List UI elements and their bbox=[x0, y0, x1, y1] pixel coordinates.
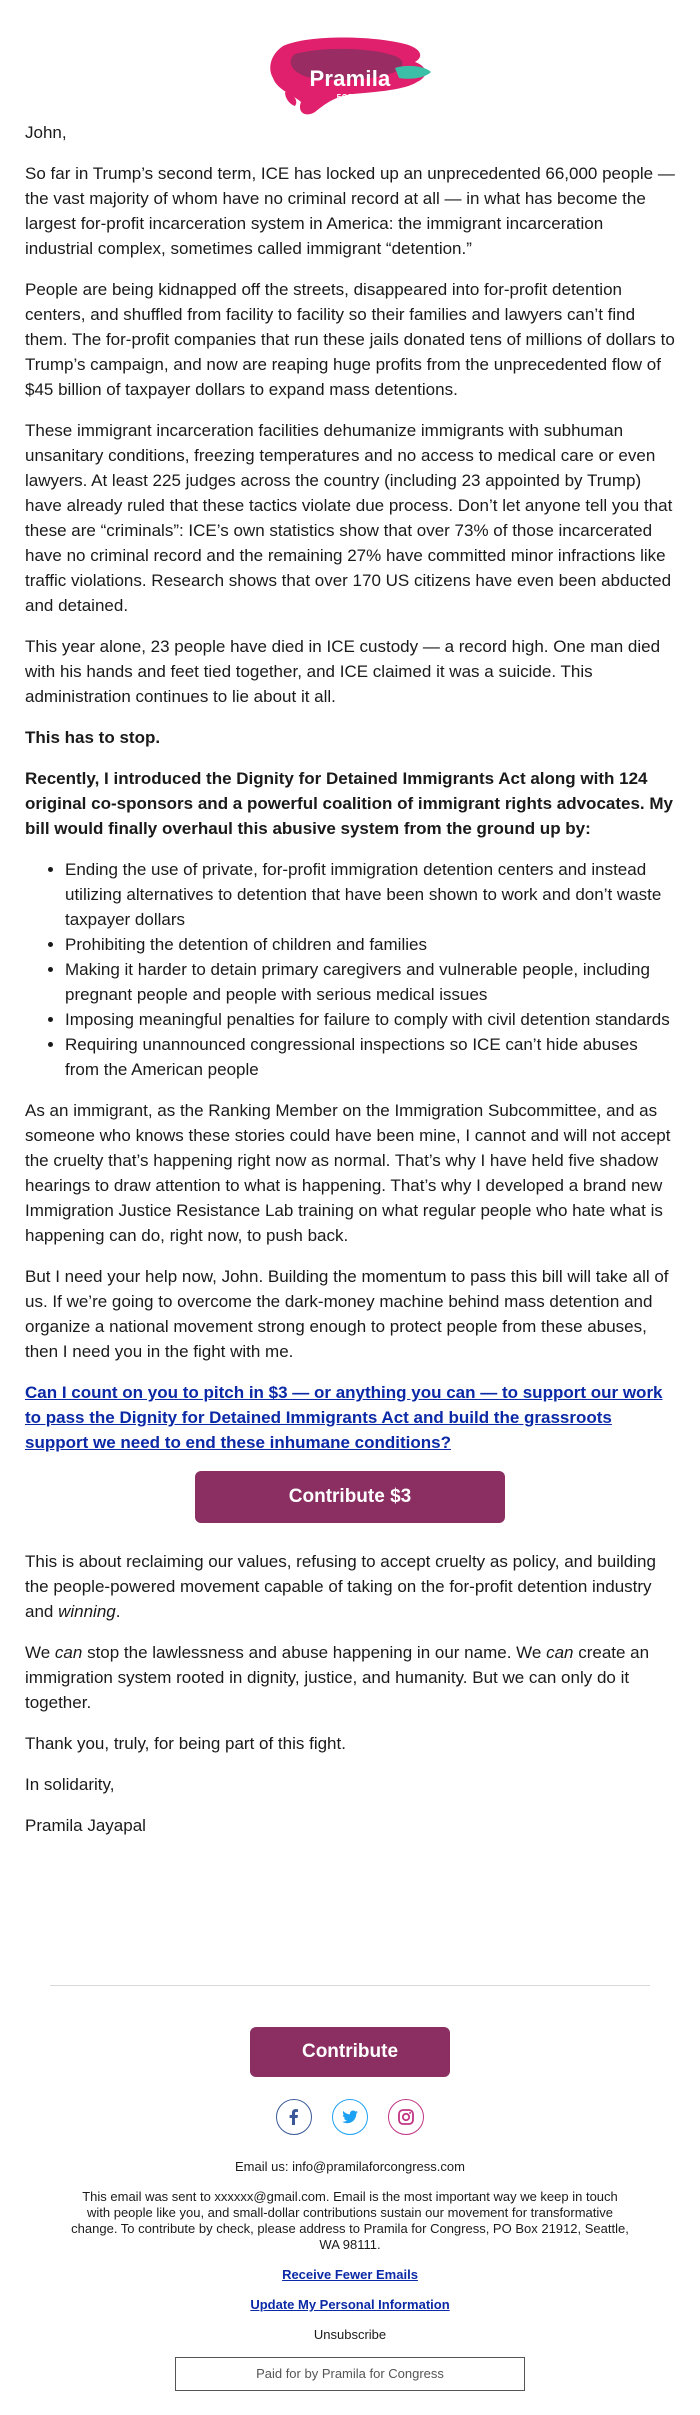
paragraph-thanks: Thank you, truly, for being part of this fight. bbox=[25, 1734, 346, 1753]
paragraph-ice-detention: So far in Trump’s second term, ICE has locked up an unprecedented 66,000 people — the vast majority of whom have no criminal record at all — in what has become the largest for-profit incarceration system in America: the immigrant incarceration industrial complex, sometimes called immigrant “detention.” bbox=[25, 164, 675, 258]
footer-divider bbox=[50, 1985, 650, 1986]
facebook-icon[interactable] bbox=[276, 2099, 312, 2135]
contact-email: Email us: info@pramilaforcongress.com bbox=[235, 2159, 465, 2174]
we-can-emphasis-2: can bbox=[546, 1643, 574, 1662]
list-item: • Ending the use of private, for-profit immigration detention centers and instead utilizing alternatives to detention that have been shown to work and don’t waste taxpayer dollars bbox=[65, 857, 675, 932]
paragraph-we-can bbox=[25, 1640, 675, 1715]
reclaim-period: . bbox=[115, 1602, 121, 1621]
paragraph-need-help: But I need your help now, John. Building the momentum to pass this bill will take all of us. If we’re going to overcome the dark-money machine behind mass detention and organize a national movement strong enough to protect people from these abuses, then I need you in the fight with me. bbox=[25, 1267, 669, 1361]
we-can-text-1: We bbox=[25, 1643, 55, 1662]
reclaim-emphasis: winning bbox=[58, 1602, 116, 1621]
list-item: • Prohibiting the detention of children and families bbox=[65, 932, 675, 957]
paragraph-conditions: These immigrant incarceration facilities dehumanize immigrants with subhuman unsanitary conditions, freezing temperatures and no access to medical care or even lawyers. At least 225 judges across the country (including 23 appointed by Trump) have already ruled that these tactics violate due process. Don’t let anyone tell you that these are “criminals”: ICE’s own statistics show that over 73% of those incarcerated have no criminal record and the remaining 27% have committed minor infractions like traffic violations. Research shows that over 170 US citizens have even been abducted and detained. bbox=[25, 421, 673, 615]
reclaim-text: This is about reclaiming our values, refusing to accept cruelty as policy, and building the people-powered movement capable of taking on the for-profit detention industry and bbox=[25, 1552, 656, 1621]
paid-for-disclaimer: Paid for by Pramila for Congress bbox=[175, 2357, 525, 2391]
email-disclaimer: This email was sent to xxxxxx@gmail.com. Email is the most important way we keep in touch with people like you, and small-dollar contributions sustain our movement for transformative change. To contribute by check, please address to Pramila for Congress, PO Box 21912, Seattle, WA 98111. bbox=[71, 2189, 629, 2252]
list-item: • Requiring unannounced congressional inspections so ICE can’t hide abuses from the American people bbox=[65, 1032, 675, 1082]
contribute-button-row bbox=[25, 1471, 675, 1523]
contribute-3-button[interactable]: Contribute $3 bbox=[195, 1471, 505, 1523]
bill-provisions-list bbox=[25, 857, 675, 1082]
paragraph-bill-intro: Recently, I introduced the Dignity for Detained Immigrants Act along with 124 original co-sponsors and a powerful coalition of immigrant rights advocates. My bill would finally overhaul this abusive system from the ground up by: bbox=[25, 769, 673, 838]
donate-cta-link[interactable]: Can I count on you to pitch in $3 — or anything you can — to support our work to pass the Dignity for Detained Immigrants Act and build the grassroots support we need to end these inhumane conditions? bbox=[25, 1383, 663, 1452]
paragraph-has-to-stop: This has to stop. bbox=[25, 728, 161, 747]
closing: In solidarity, bbox=[25, 1775, 115, 1794]
instagram-icon[interactable] bbox=[388, 2099, 424, 2135]
cta-paragraph bbox=[25, 1380, 675, 1455]
signature: Pramila Jayapal bbox=[25, 1816, 146, 1835]
list-item: • Imposing meaningful penalties for failure to comply with civil detention standards bbox=[65, 1007, 675, 1032]
list-item: • Making it harder to detain primary caregivers and vulnerable people, including pregnant people and people with serious medical issues bbox=[65, 957, 675, 1007]
email-footer bbox=[0, 2027, 700, 2391]
twitter-icon[interactable] bbox=[332, 2099, 368, 2135]
unsubscribe-link[interactable]: Unsubscribe bbox=[313, 2327, 387, 2342]
receive-fewer-emails-link[interactable]: Receive Fewer Emails bbox=[282, 2267, 418, 2282]
logo-name: Pramila bbox=[309, 66, 391, 91]
paragraph-as-an-immigrant: As an immigrant, as the Ranking Member on the Immigration Subcommittee, and as someone who knows these stories could have been mine, I cannot and will not accept the cruelty that’s happening right now as normal. That’s why I have held five shadow hearings to draw attention to what is happening. That’s why I developed a brand new Immigration Justice Resistance Lab training on what regular people who hate what is happening can do, right now, to push back. bbox=[25, 1101, 671, 1245]
greeting: John, bbox=[25, 123, 67, 142]
paragraph-kidnapped: People are being kidnapped off the streets, disappeared into for-profit detention centers, and shuffled from facility to facility so their families and lawyers can’t find them. The for-profit companies that run these jails donated tens of millions of dollars to Trump’s campaign, and now are reaping huge profits from the unprecedented flow of $45 billion of taxpayer dollars to expand mass detentions. bbox=[25, 280, 675, 399]
contribute-button[interactable]: Contribute bbox=[250, 2027, 450, 2077]
we-can-text-2: stop the lawlessness and abuse happening in our name. We bbox=[82, 1643, 547, 1662]
paragraph-reclaiming-values bbox=[25, 1549, 675, 1624]
email-body bbox=[25, 120, 675, 1854]
logo-tagline: FOR CONGRESS bbox=[336, 94, 404, 101]
we-can-emphasis-1: can bbox=[54, 1643, 83, 1662]
we-can-text-3: create an immigration system rooted in dignity, justice, and humanity. But we can only do it together. bbox=[25, 1643, 650, 1712]
paragraph-deaths: This year alone, 23 people have died in ICE custody — a record high. One man died with his hands and feet tied together, and ICE claimed it was a suicide. This administration continues to lie about it all. bbox=[25, 637, 661, 706]
social-links bbox=[0, 2099, 700, 2139]
update-personal-info-link[interactable]: Update My Personal Information bbox=[250, 2297, 450, 2312]
